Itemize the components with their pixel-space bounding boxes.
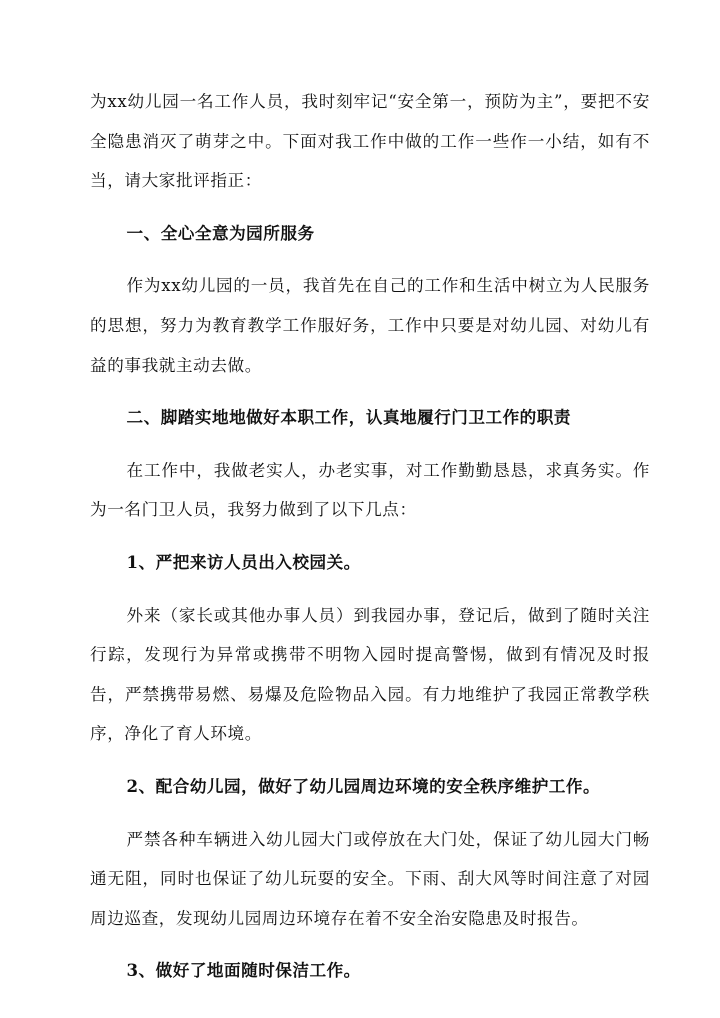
section-1-heading: 一、全心全意为园所服务 xyxy=(126,222,315,243)
item-1-heading: 1、严把来访人员出入校园关。 xyxy=(126,551,361,572)
document-body xyxy=(90,82,650,991)
item-3-heading: 3、做好了地面随时保洁工作。 xyxy=(126,960,361,981)
section-2-paragraph: 在工作中，我做老实人，办老实事，对工作勤勤恳恳，求真务实。作为一名门卫人员，我努力做到了以下几点： xyxy=(90,460,650,520)
section-2-heading: 二、脚踏实地地做好本职工作，认真地履行门卫工作的职责 xyxy=(126,407,571,428)
item-2-paragraph: 严禁各种车辆进入幼儿园大门或停放在大门处，保证了幼儿园大门畅通无阻，同时也保证了幼儿玩耍的安全。下雨、刮大风等时间注意了对园周边巡查，发现幼儿园周边环境存在着不安全治安隐患及时报告。 xyxy=(90,829,650,928)
item-2-heading: 2、配合幼儿园，做好了幼儿园周边环境的安全秩序维护工作。 xyxy=(126,775,601,796)
intro-paragraph: 为xx幼儿园一名工作人员，我时刻牢记“安全第一，预防为主”，要把不安全隐患消灭了萌芽之中。下面对我工作中做的工作一些作一小结，如有不当，请大家批评指正： xyxy=(90,92,650,191)
item-1-paragraph: 外来（家长或其他办事人员）到我园办事，登记后，做到了随时关注行踪，发现行为异常或携带不明物入园时提高警惕，做到有情况及时报告，严禁携带易燃、易爆及危险物品入园。有力地维护了我园正常教学秩序，净化了育人环境。 xyxy=(90,605,650,744)
section-1-paragraph: 作为xx幼儿园的一员，我首先在自己的工作和生活中树立为人民服务的思想，努力为教育教学工作服好务，工作中只要是对幼儿园、对幼儿有益的事我就主动去做。 xyxy=(90,276,650,375)
